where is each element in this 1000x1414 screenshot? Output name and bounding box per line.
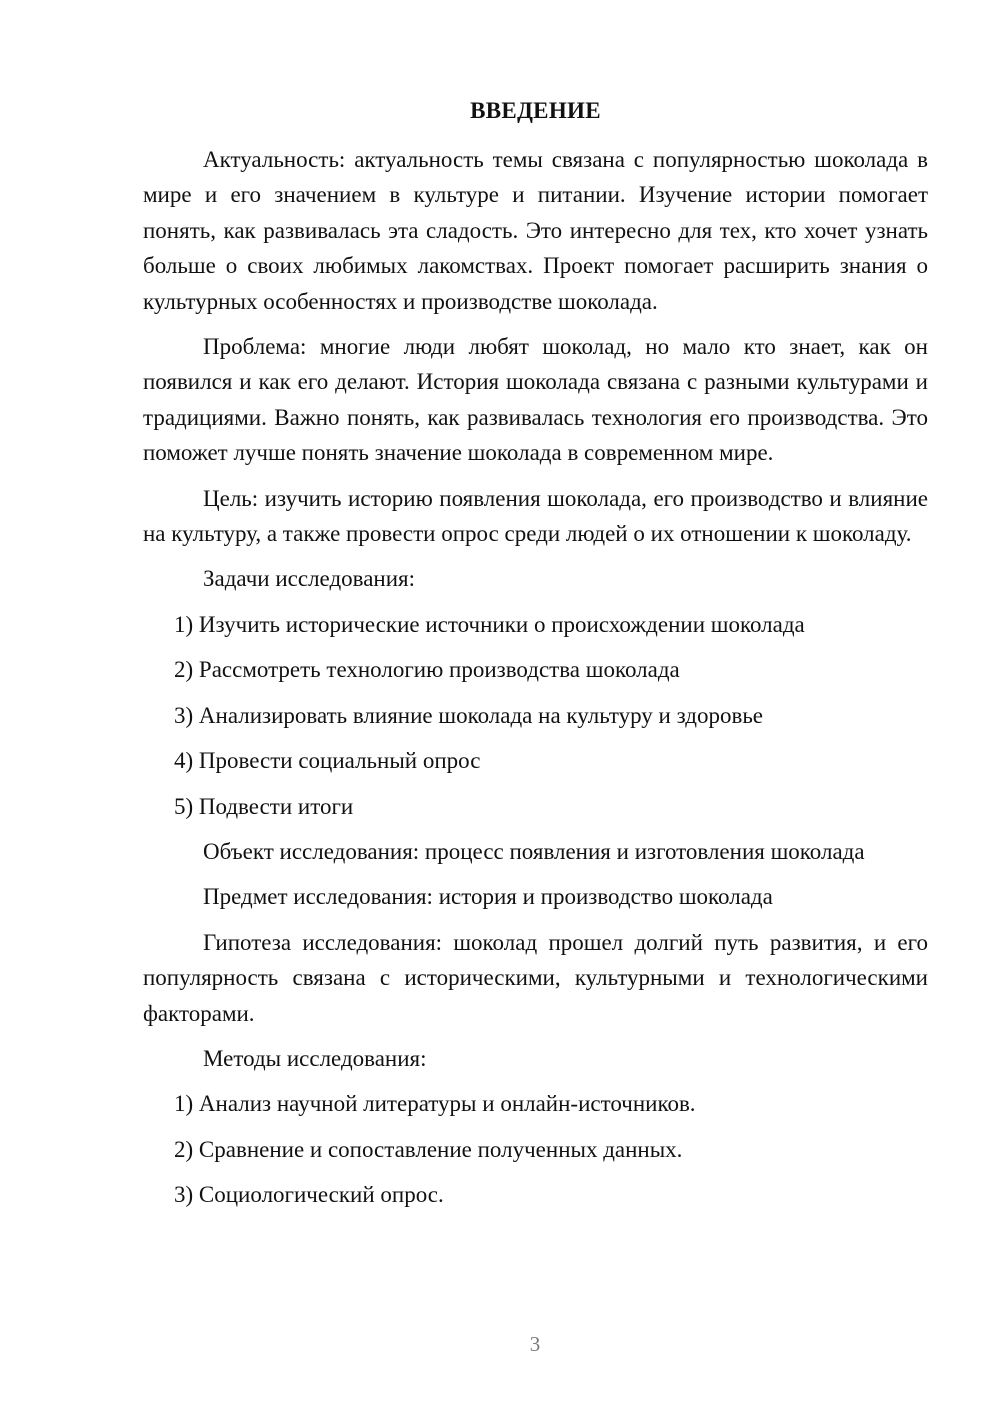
tasks-heading: Задачи исследования:	[203, 566, 416, 592]
task-item: 2) Рассмотреть технологию производства шоколада	[174, 657, 680, 683]
subject-line: Предмет исследования: история и производство шоколада	[203, 884, 773, 910]
task-item: 4) Провести социальный опрос	[174, 748, 481, 774]
method-item: 2) Сравнение и сопоставление полученных данных.	[174, 1136, 683, 1162]
task-item: 3) Анализировать влияние шоколада на культуру и здоровье	[174, 702, 764, 728]
task-item: 1) Изучить исторические источники о происхождении шоколада	[174, 611, 805, 637]
document-body	[143, 142, 928, 1223]
object-line: Объект исследования: процесс появления и изготовления шоколада	[203, 838, 865, 864]
relevance-paragraph: Актуальность: актуальность темы связана с популярностью шоколада в мире и его значением в культуре и питании. Изучение истории помогает понять, как развивалась эта сладость. Это интересно для тех, кто хочет узнать больше о своих любимых лакомствах. Проект помогает расширить знания о культурных особенностях и производстве шоколада.	[143, 147, 928, 314]
goal-paragraph: Цель: изучить историю появления шоколада, его производство и влияние на культуру, а также провести опрос среди людей о их отношении к шоколаду.	[143, 485, 928, 547]
method-item: 1) Анализ научной литературы и онлайн-источников.	[174, 1091, 696, 1117]
page-number: 3	[529, 1332, 541, 1356]
problem-paragraph: Проблема: многие люди любят шоколад, но мало кто знает, как он появился и как его делают. История шоколада связана с разными культурами и традициями. Важно понять, как развивалась технология его производства. Это поможет лучше понять значение шоколада в современном мире.	[143, 334, 928, 466]
section-title: ВВЕДЕНИЕ	[470, 98, 601, 123]
method-item: 3) Социологический опрос.	[174, 1182, 444, 1208]
task-item: 5) Подвести итоги	[174, 793, 354, 819]
hypothesis-paragraph: Гипотеза исследования: шоколад прошел долгий путь развития, и его популярность связана с историческими, культурными и технологическими факторами.	[143, 929, 928, 1026]
methods-heading: Методы исследования:	[203, 1045, 427, 1071]
